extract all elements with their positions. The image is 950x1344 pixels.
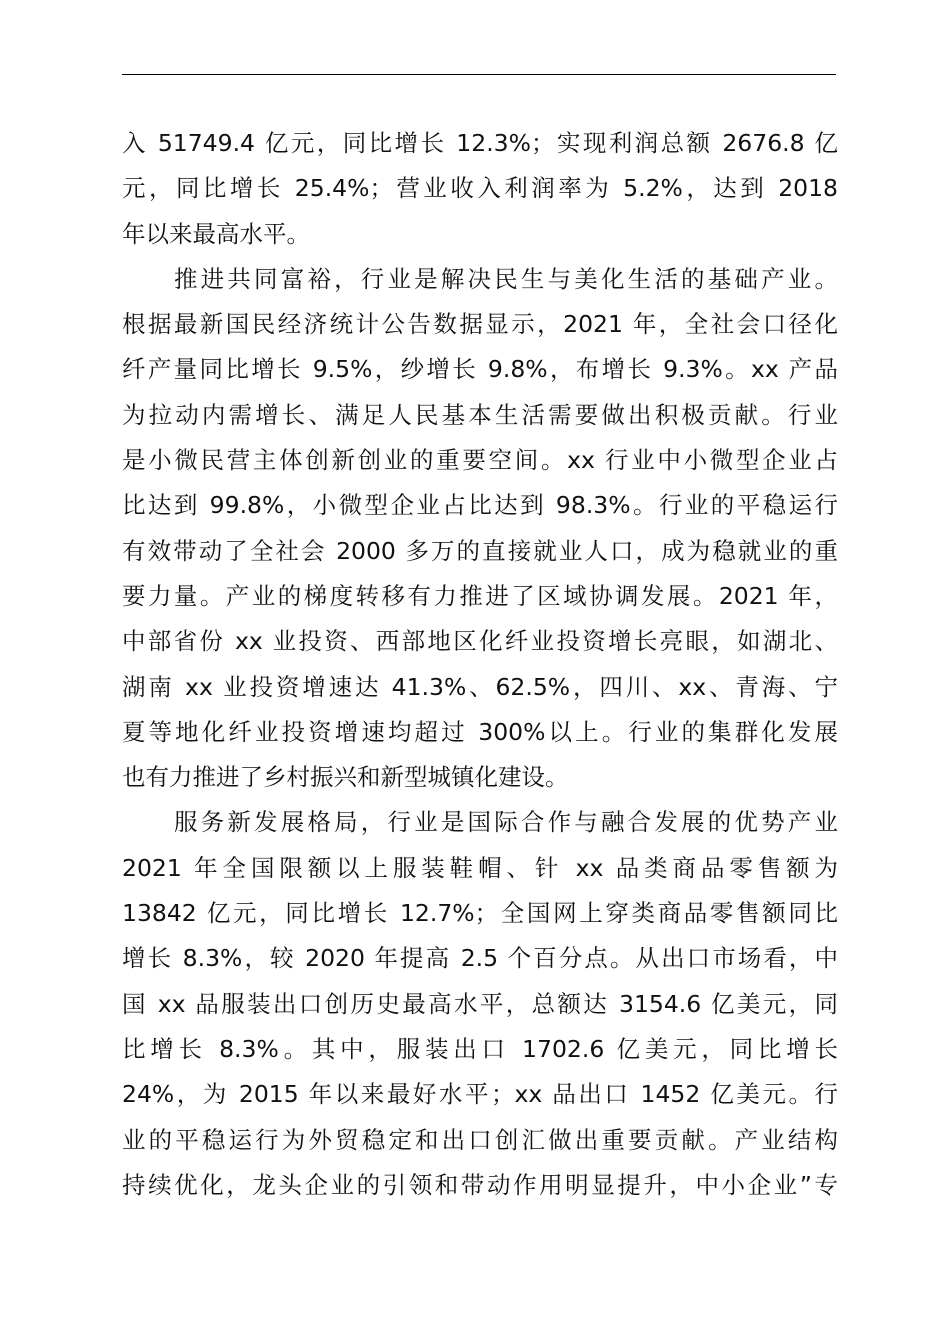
text-line: 比增长 8.3%。其中，服装出口 1702.6 亿美元，同比增长 (122, 1034, 838, 1063)
paragraph-3 (122, 800, 838, 1208)
text-line: 也有力推进了乡村振兴和新型城镇化建设。 (122, 763, 569, 792)
text-line: 服务新发展格局，行业是国际合作与融合发展的优势产业 (174, 808, 838, 837)
text-line: 湖南 xx 业投资增速达 41.3%、62.5%，四川、xx、青海、宁 (122, 672, 838, 701)
text-line: 根据最新国民经济统计公告数据显示，2021 年，全社会口径化 (122, 310, 838, 339)
text-line: 13842 亿元，同比增长 12.7%；全国网上穿类商品零售额同比 (122, 899, 838, 928)
text-line: 业的平稳运行为外贸稳定和出口创汇做出重要贡献。产业结构 (122, 1125, 838, 1154)
text-line: 要力量。产业的梯度转移有力推进了区域协调发展。2021 年， (122, 581, 838, 610)
header-rule (122, 74, 836, 75)
text-line: 入 51749.4 亿元，同比增长 12.3%；实现利润总额 2676.8 亿 (122, 129, 838, 157)
text-line: 24%，为 2015 年以来最好水平；xx 品出口 1452 亿美元。行 (122, 1080, 838, 1109)
text-line: 元，同比增长 25.4%；营业收入利润率为 5.2%，达到 2018 (122, 174, 838, 203)
text-line: 持续优化，龙头企业的引领和带动作用明显提升，中小企业”专 (122, 1170, 838, 1199)
text-line: 年以来最高水平。 (122, 219, 310, 248)
document-body (122, 121, 838, 1208)
paragraph-1 (122, 121, 838, 257)
paragraph-2 (122, 257, 838, 801)
text-line: 为拉动内需增长、满足人民基本生活需要做出积极贡献。行业 (122, 400, 838, 429)
text-line: 中部省份 xx 业投资、西部地区化纤业投资增长亮眼，如湖北、 (122, 627, 838, 656)
text-line: 比达到 99.8%，小微型企业占比达到 98.3%。行业的平稳运行 (122, 491, 838, 520)
text-line: 有效带动了全社会 2000 多万的直接就业人口，成为稳就业的重 (122, 536, 838, 565)
text-line: 纤产量同比增长 9.5%，纱增长 9.8%，布增长 9.3%。xx 产品 (122, 355, 838, 384)
text-line: 是小微民营主体创新创业的重要空间。xx 行业中小微型企业占 (122, 446, 838, 475)
text-line: 推进共同富裕，行业是解决民生与美化生活的基础产业。 (174, 264, 838, 293)
text-line: 夏等地化纤业投资增速均超过 300%以上。行业的集群化发展 (122, 717, 838, 746)
text-line: 国 xx 品服装出口创历史最高水平，总额达 3154.6 亿美元，同 (122, 989, 838, 1018)
text-line: 2021 年全国限额以上服装鞋帽、针 xx 品类商品零售额为 (122, 853, 838, 882)
text-line: 增长 8.3%，较 2020 年提高 2.5 个百分点。从出口市场看，中 (122, 944, 838, 973)
